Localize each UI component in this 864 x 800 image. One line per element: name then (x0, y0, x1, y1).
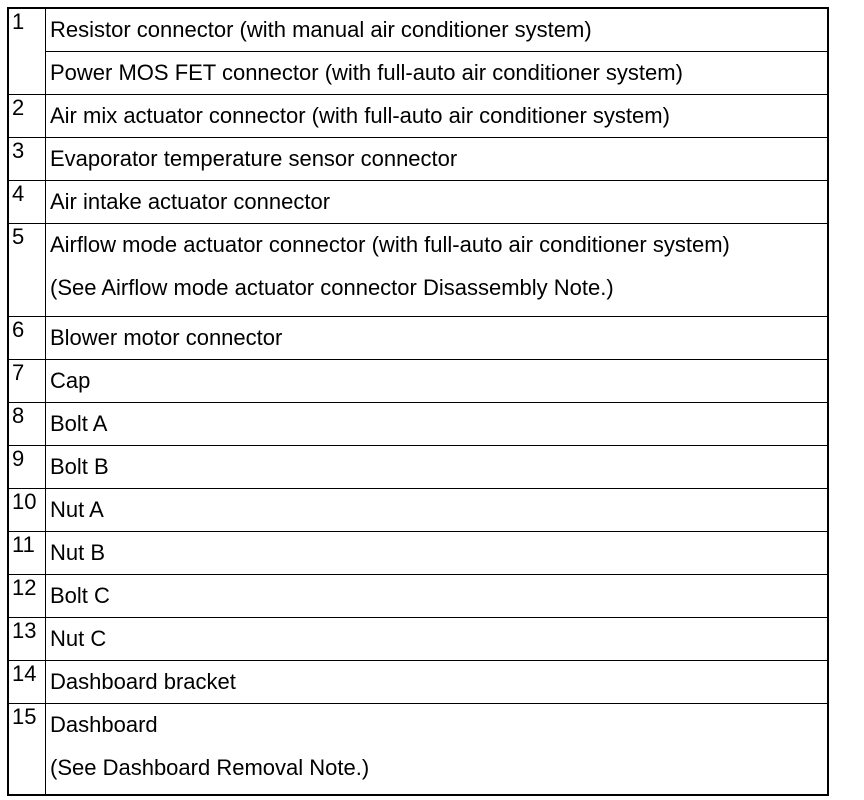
row-description (46, 360, 829, 403)
table-row (8, 575, 828, 618)
row-number: 2 (8, 95, 46, 138)
row-description (46, 704, 829, 796)
table-row (8, 224, 828, 317)
table-row (8, 661, 828, 704)
description-line: Evaporator temperature sensor connector (50, 146, 458, 171)
table-row (8, 618, 828, 661)
parts-table (7, 7, 829, 796)
description-line: Bolt B (50, 454, 109, 479)
row-description (46, 317, 829, 360)
table-row (8, 360, 828, 403)
description-line: Dashboard bracket (50, 669, 236, 694)
row-number: 14 (8, 661, 46, 704)
row-description (46, 661, 829, 704)
row-number: 3 (8, 138, 46, 181)
row-number: 7 (8, 360, 46, 403)
description-line: Blower motor connector (50, 325, 283, 350)
table-row (8, 489, 828, 532)
description-line: Dashboard (50, 712, 158, 737)
row-description (46, 224, 829, 317)
row-number: 6 (8, 317, 46, 360)
table-row (8, 138, 828, 181)
row-description (46, 532, 829, 575)
row-description (46, 489, 829, 532)
row-description (46, 8, 829, 95)
table-row (8, 8, 828, 95)
row-number: 13 (8, 618, 46, 661)
row-number: 9 (8, 446, 46, 489)
description-line: Air mix actuator connector (with full-auto air conditioner system) (50, 103, 670, 128)
row-number: 12 (8, 575, 46, 618)
description-line: Power MOS FET connector (with full-auto air conditioner system) (46, 51, 827, 94)
row-number: 1 (8, 8, 46, 95)
table-row (8, 317, 828, 360)
row-description (46, 95, 829, 138)
table-row (8, 704, 828, 796)
table-row (8, 95, 828, 138)
description-line: Resistor connector (with manual air conditioner system) (50, 17, 592, 42)
row-description (46, 403, 829, 446)
description-line: Cap (50, 368, 91, 393)
table-row (8, 181, 828, 224)
row-number: 5 (8, 224, 46, 317)
table-row (8, 446, 828, 489)
description-line: Air intake actuator connector (50, 189, 331, 214)
row-description (46, 618, 829, 661)
description-line: Nut A (50, 497, 104, 522)
row-description (46, 138, 829, 181)
description-line: Bolt C (50, 583, 110, 608)
table-row (8, 403, 828, 446)
description-line: Nut B (50, 540, 106, 565)
row-number: 8 (8, 403, 46, 446)
row-number: 4 (8, 181, 46, 224)
row-description (46, 181, 829, 224)
row-number: 15 (8, 704, 46, 796)
description-line: (See Dashboard Removal Note.) (50, 755, 370, 780)
row-number: 11 (8, 532, 46, 575)
description-line: Nut C (50, 626, 107, 651)
description-line: Airflow mode actuator connector (with full-auto air conditioner system) (50, 232, 730, 257)
description-line: Bolt A (50, 411, 108, 436)
description-line: (See Airflow mode actuator connector Disassembly Note.) (50, 275, 614, 300)
row-description (46, 446, 829, 489)
row-number: 10 (8, 489, 46, 532)
row-description (46, 575, 829, 618)
table-row (8, 532, 828, 575)
